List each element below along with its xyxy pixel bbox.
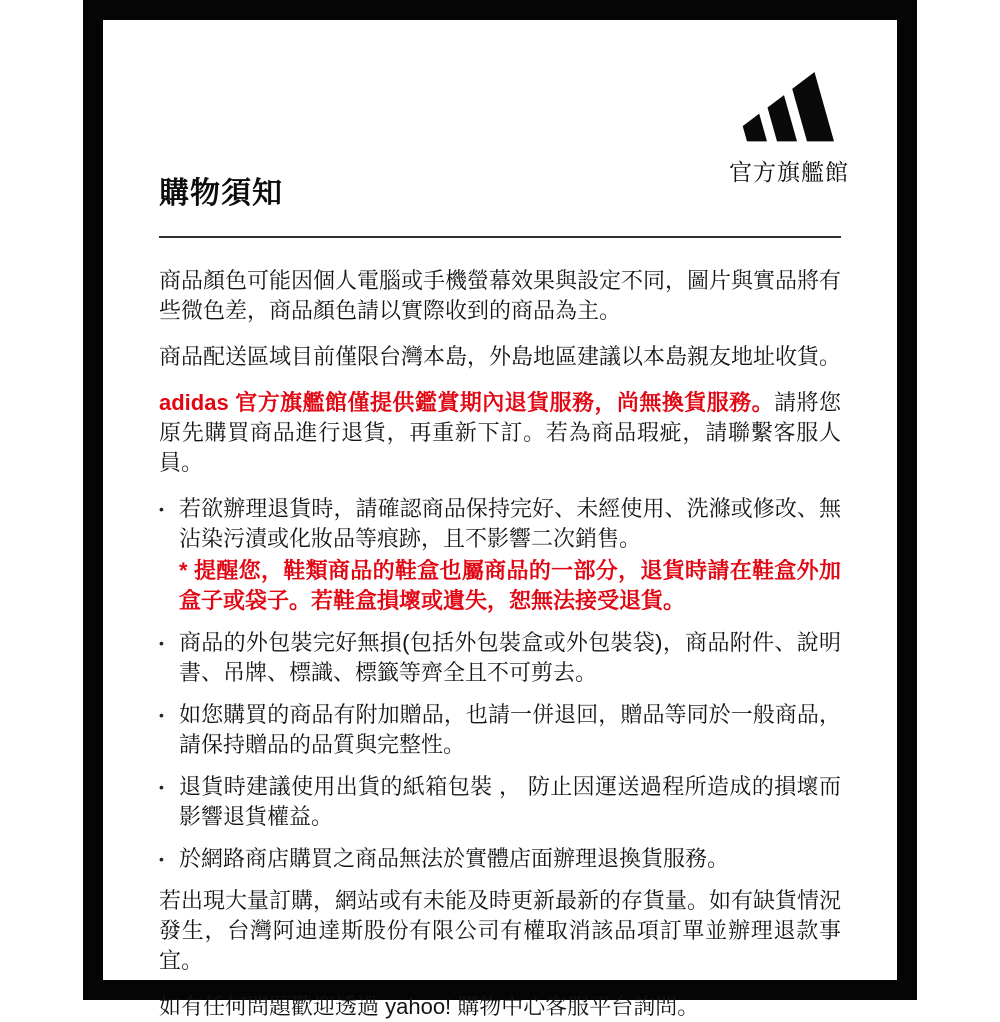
shoe-box-warning: * 提醒您，鞋類商品的鞋盒也屬商品的一部分，退貨時請在鞋盒外加盒子或袋子。若鞋盒損壞或遺失，恕無法接受退貨。 (179, 558, 841, 613)
list-item (159, 628, 841, 688)
notice-body (159, 238, 841, 1022)
list-item-3-text: 如您購買的商品有附加贈品，也請一併退回，贈品等同於一般商品，請保持贈品的品質與完整性。 (179, 702, 841, 757)
return-policy-highlight: adidas 官方旗艦館僅提供鑑賞期內退貨服務，尚無換貨服務。 (159, 390, 775, 415)
header (159, 20, 849, 236)
list-item (159, 700, 841, 760)
page-title: 購物須知 (159, 177, 283, 210)
paragraph-stock: 若出現大量訂購，網站或有未能及時更新最新的存貨量。如有缺貨情況發生，台灣阿迪達斯股份有限公司有權取消該品項訂單並辦理退款事宜。 (159, 888, 842, 973)
list-item-2-text: 商品的外包裝完好無損(包括外包裝盒或外包裝袋)，商品附件、說明書、吊牌、標識、標籤等齊全且不可剪去。 (179, 630, 841, 685)
paragraph-return-policy (159, 388, 841, 478)
list-item (159, 844, 841, 874)
bullet-marker: • (159, 851, 164, 867)
list-item-4-text: 退貨時建議使用出貨的紙箱包裝 ， 防止因運送過程所造成的損壞而影響退貨權益。 (179, 774, 841, 829)
bullet-marker: • (159, 707, 164, 723)
bullet-marker: • (159, 779, 164, 795)
list-item (159, 494, 841, 616)
page-frame (83, 0, 917, 1019)
paragraph-color-note: 商品顏色可能因個人電腦或手機螢幕效果與設定不同，圖片與實品將有些微色差，商品顏色請以實際收到的商品為主。 (159, 268, 842, 323)
list-item (159, 772, 841, 832)
brand-name: 官方旗艦館 (729, 159, 849, 185)
bullet-marker: • (159, 501, 164, 517)
paragraph-shipping: 商品配送區域目前僅限台灣本島，外島地區建議以本島親友地址收貨。 (159, 344, 842, 369)
list-item-5-text: 於網路商店購買之商品無法於實體店面辦理退換貨服務。 (179, 846, 730, 871)
paragraph-contact: 如有任何問題歡迎透過 yahoo! 購物中心客服平台詢問。 (159, 994, 700, 1019)
return-policy-rest: 請將您原先購買商品進行退貨，再重新下訂。若為商品瑕疵，請聯繫客服人員。 (159, 390, 841, 475)
adidas-logo-icon (739, 66, 839, 144)
brand-block (729, 66, 849, 187)
list-item-text (179, 494, 841, 616)
notice-content (103, 20, 897, 1019)
bullet-marker: • (159, 635, 164, 651)
list-item-1-text: 若欲辦理退貨時，請確認商品保持完好、未經使用、洗滌或修改、無沾染污漬或化妝品等痕跡，且不影響二次銷售。 (179, 496, 841, 551)
